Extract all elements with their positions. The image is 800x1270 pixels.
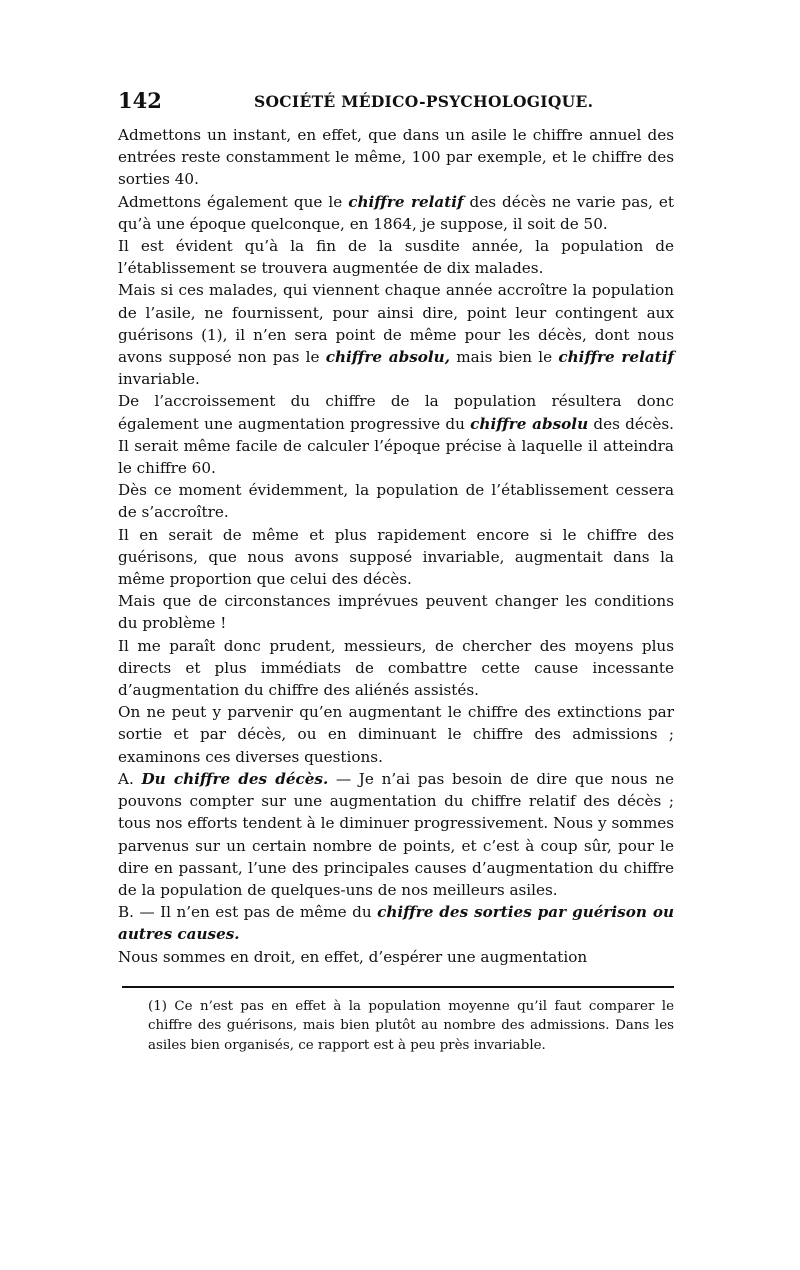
paragraph: De l’accroissement du chiffre de la population résultera donc également une augmentation progressive du chiffre absolu des décès. Il serait même facile de calculer l’époque précise à laquelle il atteindra le chiffre 60. [118,392,674,478]
footnote [118,997,674,1056]
body-text [118,124,674,968]
paragraph: Il me paraît donc prudent, messieurs, de chercher des moyens plus directs et plus immédiats de combattre cette cause incessante d’augmentation du chiffre des aliénés assistés. [118,636,674,700]
page-number: 142 [118,88,162,113]
paragraph: Il est évident qu’à la fin de la susdite année, la population de l’établissement se trouvera augmentée de dix malades. [118,237,674,278]
paragraph: Dès ce moment évidemment, la population de l’établissement cessera de s’accroître. [118,481,674,522]
paragraph: B. — Il n’en est pas de même du chiffre des sorties par guérison ou autres causes. [118,903,674,944]
footnote-text: (1) Ce n’est pas en effet à la population moyenne qu’il faut comparer le chiffre des guérisons, mais bien plutôt au nombre des admissions. Dans les asiles bien organisés, ce rapport est à peu près invariable. [148,998,674,1053]
page-header [118,88,674,124]
paragraph: Admettons un instant, en effet, que dans un asile le chiffre annuel des entrées reste constamment le même, 100 par exemple, et le chiffre des sorties 40. [118,126,674,189]
document-page [118,88,674,1055]
paragraph: Mais que de circonstances imprévues peuvent changer les conditions du problème ! [118,592,674,633]
paragraph: Mais si ces malades, qui viennent chaque année accroître la population de l’asile, ne fournissent, pour ainsi dire, point leur contingent aux guérisons (1), il n’en sera point de même pour les décès, dont nous avons supposé non pas le chiffre absolu, mais bien le chiffre relatif invariable. [118,281,674,389]
paragraph: Admettons également que le chiffre relatif des décès ne varie pas, et qu’à une époque quelconque, en 1864, je suppose, il soit de 50. [118,192,675,233]
paragraph: Il en serait de même et plus rapidement encore si le chiffre des guérisons, que nous avons supposé invariable, augmentait dans la même proportion que celui des décès. [118,525,674,589]
paragraph: On ne peut y parvenir qu’en augmentant le chiffre des extinctions par sortie et par décès, ou en diminuant le chiffre des admissions ; examinons ces diverses questions. [118,703,674,766]
running-title: SOCIÉTÉ MÉDICO-PSYCHOLOGIQUE. [254,92,594,111]
paragraph: A. Du chiffre des décès. — Je n’ai pas besoin de dire que nous ne pouvons compter sur une augmentation du chiffre relatif des décès ; tous nos efforts tendent à le diminuer progressivement. Nous y sommes parvenus sur un certain nombre de points, et c’est à coup sûr, pour le dire en passant, l’une des principales causes d’augmentation du chiffre de la population de quelques-uns de nos meilleurs asiles. [118,769,674,899]
paragraph: Nous sommes en droit, en effet, d’espérer une augmentation [118,947,588,966]
footnote-divider [122,986,674,988]
